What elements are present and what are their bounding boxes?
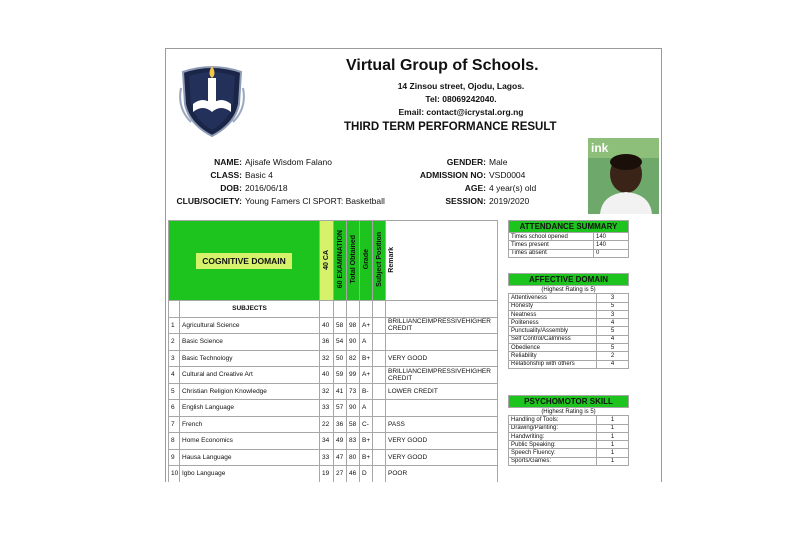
psychomotor-row-label: Drawing/Painting: <box>509 424 597 432</box>
attendance-row-label: Times present <box>509 241 594 249</box>
psychomotor-row <box>509 432 629 440</box>
header-exam: 60 EXAMINATION <box>334 221 347 301</box>
affective-row-label: Relationship with others <box>509 360 597 368</box>
subject-name: Basic Technology <box>180 350 320 367</box>
student-club: Young Famers Cl SPORT: Basketball <box>245 196 385 206</box>
school-address: 14 Zinsou street, Ojodu, Lagos. <box>397 81 525 91</box>
affective-row <box>509 327 629 335</box>
affective-row-value: 4 <box>597 319 629 327</box>
header-total: Total Obtained <box>347 221 360 301</box>
affective-subtitle: (Highest Rating is 5) <box>541 286 596 293</box>
grade: B+ <box>360 433 373 450</box>
serial-number: 7 <box>169 416 180 433</box>
affective-row-value: 5 <box>597 327 629 335</box>
psychomotor-skill-table <box>508 395 629 466</box>
remark: POOR <box>386 466 498 483</box>
grade: A+ <box>360 367 373 384</box>
remark: LOWER CREDIT <box>386 383 498 400</box>
ca-score: 32 <box>320 383 334 400</box>
affective-row <box>509 335 629 343</box>
student-dob: 2016/06/18 <box>245 183 288 193</box>
subject-row <box>169 400 498 417</box>
serial-number: 2 <box>169 334 180 351</box>
affective-title: AFFECTIVE DOMAIN <box>509 274 629 286</box>
psychomotor-row-value: 1 <box>597 432 629 440</box>
attendance-row-label: Times absent <box>509 249 594 257</box>
school-name: Virtual Group of Schools. <box>346 57 539 74</box>
student-gender-row <box>366 157 507 167</box>
subject-name: English Language <box>180 400 320 417</box>
student-dob-row <box>172 183 288 193</box>
grade: B+ <box>360 350 373 367</box>
grade: A <box>360 400 373 417</box>
student-class-row <box>172 170 273 180</box>
attendance-row <box>509 241 629 249</box>
exam-score: 49 <box>334 433 347 450</box>
ca-score: 36 <box>320 334 334 351</box>
subject-row <box>169 433 498 450</box>
affective-row <box>509 319 629 327</box>
remark: BRILLIANCEIMPRESSIVEHIGHER CREDIT <box>386 367 498 384</box>
subject-row <box>169 466 498 483</box>
total-score: 73 <box>347 383 360 400</box>
affective-row-value: 5 <box>597 302 629 310</box>
subject-row <box>169 416 498 433</box>
ca-score: 40 <box>320 317 334 334</box>
serial-number: 8 <box>169 433 180 450</box>
subject-name: Home Economics <box>180 433 320 450</box>
session-label: SESSION: <box>445 196 486 206</box>
student-age: 4 year(s) old <box>489 183 537 193</box>
affective-row-value: 5 <box>597 344 629 352</box>
subject-row <box>169 317 498 334</box>
affective-row-label: Honesty <box>509 302 597 310</box>
affective-row-label: Self Control/Calmness <box>509 335 597 343</box>
exam-score: 59 <box>334 367 347 384</box>
grade: D <box>360 466 373 483</box>
header-remark: Remark <box>386 221 498 301</box>
psychomotor-row-label: Sports/Games: <box>509 457 597 465</box>
student-class: Basic 4 <box>245 170 273 180</box>
affective-row-value: 2 <box>597 352 629 360</box>
psychomotor-row-label: Public Speaking: <box>509 441 597 449</box>
affective-row <box>509 310 629 318</box>
serial-number: 10 <box>169 466 180 483</box>
gender-label: GENDER: <box>446 157 486 167</box>
result-sheet <box>165 48 662 482</box>
psychomotor-row-label: Speech Fluency: <box>509 449 597 457</box>
subject-position <box>373 449 386 466</box>
affective-row-value: 4 <box>597 360 629 368</box>
cognitive-domain-table <box>168 220 498 482</box>
attendance-title: ATTENDANCE SUMMARY <box>509 221 629 233</box>
affective-row-label: Attentiveness <box>509 294 597 302</box>
student-gender: Male <box>489 157 508 167</box>
attendance-row <box>509 249 629 257</box>
psychomotor-row-value: 1 <box>597 441 629 449</box>
total-score: 82 <box>347 350 360 367</box>
exam-score: 41 <box>334 383 347 400</box>
subject-name: Hausa Language <box>180 449 320 466</box>
affective-row-label: Reliability <box>509 352 597 360</box>
subject-position <box>373 383 386 400</box>
psychomotor-row-value: 1 <box>597 416 629 424</box>
affective-row <box>509 360 629 368</box>
affective-row-value: 4 <box>597 335 629 343</box>
serial-number: 5 <box>169 383 180 400</box>
total-score: 90 <box>347 400 360 417</box>
subject-name: Cultural and Creative Art <box>180 367 320 384</box>
psychomotor-rows <box>509 416 629 466</box>
subject-position <box>373 317 386 334</box>
total-score: 98 <box>347 317 360 334</box>
ca-score: 32 <box>320 350 334 367</box>
psychomotor-row-value: 1 <box>597 449 629 457</box>
psychomotor-row-value: 1 <box>597 457 629 465</box>
total-score: 58 <box>347 416 360 433</box>
student-admission-row <box>366 170 525 180</box>
psychomotor-row <box>509 457 629 465</box>
psychomotor-row-label: Handwriting: <box>509 432 597 440</box>
subject-position <box>373 400 386 417</box>
header-position: Subject Position <box>373 221 386 301</box>
subject-row <box>169 367 498 384</box>
subject-name: Igbo Language <box>180 466 320 483</box>
affective-row <box>509 344 629 352</box>
cognitive-title-cell <box>169 221 320 301</box>
affective-row-value: 3 <box>597 310 629 318</box>
subject-name: Christian Religion Knowledge <box>180 383 320 400</box>
affective-row <box>509 352 629 360</box>
subject-row <box>169 350 498 367</box>
exam-score: 58 <box>334 317 347 334</box>
student-session: 2019/2020 <box>489 196 530 206</box>
student-age-row <box>366 183 536 193</box>
grade: A <box>360 334 373 351</box>
psychomotor-row-label: Handling of Tools: <box>509 416 597 424</box>
affective-row-label: Politeness <box>509 319 597 327</box>
psychomotor-title: PSYCHOMOTOR SKILL <box>509 396 629 408</box>
serial-number: 1 <box>169 317 180 334</box>
student-name-row <box>172 157 332 167</box>
exam-score: 50 <box>334 350 347 367</box>
ca-score: 33 <box>320 449 334 466</box>
ca-score: 19 <box>320 466 334 483</box>
subject-name: Agricultural Science <box>180 317 320 334</box>
serial-number: 6 <box>169 400 180 417</box>
attendance-row-value: 140 <box>594 233 629 241</box>
affective-rows <box>509 294 629 369</box>
psychomotor-row-value: 1 <box>597 424 629 432</box>
affective-row <box>509 302 629 310</box>
student-club-row <box>172 196 385 206</box>
photo-background-text: ink <box>591 141 609 155</box>
dob-label: DOB: <box>220 183 242 193</box>
exam-score: 47 <box>334 449 347 466</box>
subjects-header: SUBJECTS <box>180 301 320 318</box>
remark: PASS <box>386 416 498 433</box>
remark: VERY GOOD <box>386 350 498 367</box>
grade: B- <box>360 383 373 400</box>
remark: BRILLIANCEIMPRESSIVEHIGHER CREDIT <box>386 317 498 334</box>
subject-position <box>373 350 386 367</box>
psychomotor-row <box>509 416 629 424</box>
name-label: NAME: <box>214 157 242 167</box>
affective-row <box>509 294 629 302</box>
subject-row <box>169 449 498 466</box>
affective-row-label: Obedience <box>509 344 597 352</box>
attendance-summary-table <box>508 220 629 258</box>
age-label: AGE: <box>464 183 486 193</box>
psychomotor-row <box>509 424 629 432</box>
grade: A+ <box>360 317 373 334</box>
attendance-row-value: 140 <box>594 241 629 249</box>
attendance-rows <box>509 233 629 258</box>
exam-score: 27 <box>334 466 347 483</box>
total-score: 83 <box>347 433 360 450</box>
cognitive-domain-title: COGNITIVE DOMAIN <box>196 253 292 269</box>
cognitive-rows <box>169 317 498 482</box>
affective-row-value: 3 <box>597 294 629 302</box>
school-tel: Tel: 08069242040. <box>425 94 497 104</box>
total-score: 90 <box>347 334 360 351</box>
ca-score: 33 <box>320 400 334 417</box>
exam-score: 57 <box>334 400 347 417</box>
subject-row <box>169 383 498 400</box>
affective-row-label: Punctuality/Assembly <box>509 327 597 335</box>
serial-number: 4 <box>169 367 180 384</box>
header-ca: 40 CA <box>320 221 334 301</box>
student-admission: VSD0004 <box>489 170 526 180</box>
remark <box>386 334 498 351</box>
serial-number: 3 <box>169 350 180 367</box>
admission-label: ADMISSION NO: <box>419 170 486 180</box>
total-score: 99 <box>347 367 360 384</box>
subject-position <box>373 334 386 351</box>
student-photo <box>588 138 659 214</box>
ca-score: 22 <box>320 416 334 433</box>
subject-name: French <box>180 416 320 433</box>
attendance-row <box>509 233 629 241</box>
remark: VERY GOOD <box>386 449 498 466</box>
subject-row <box>169 334 498 351</box>
subject-name: Basic Science <box>180 334 320 351</box>
attendance-row-value: 0 <box>594 249 629 257</box>
remark: VERY GOOD <box>386 433 498 450</box>
exam-score: 36 <box>334 416 347 433</box>
total-score: 80 <box>347 449 360 466</box>
psychomotor-row <box>509 449 629 457</box>
subject-position <box>373 416 386 433</box>
psychomotor-row <box>509 441 629 449</box>
ca-score: 34 <box>320 433 334 450</box>
student-name: Ajisafe Wisdom Falano <box>245 157 332 167</box>
attendance-row-label: Times school opened <box>509 233 594 241</box>
affective-domain-table <box>508 273 629 369</box>
subject-position <box>373 367 386 384</box>
subject-position <box>373 466 386 483</box>
grade: C- <box>360 416 373 433</box>
club-label: CLUB/SOCIETY: <box>176 196 242 206</box>
school-crest-logo <box>179 58 245 138</box>
student-session-row <box>366 196 529 206</box>
total-score: 46 <box>347 466 360 483</box>
remark <box>386 400 498 417</box>
class-label: CLASS: <box>210 170 242 180</box>
report-title: THIRD TERM PERFORMANCE RESULT <box>344 121 557 133</box>
school-email: Email: contact@icrystal.org.ng <box>398 107 524 117</box>
affective-row-label: Neatness <box>509 310 597 318</box>
grade: B+ <box>360 449 373 466</box>
subject-position <box>373 433 386 450</box>
exam-score: 54 <box>334 334 347 351</box>
header-grade: Grade <box>360 221 373 301</box>
ca-score: 40 <box>320 367 334 384</box>
psychomotor-subtitle: (Highest Rating is 5) <box>541 408 596 415</box>
serial-number: 9 <box>169 449 180 466</box>
